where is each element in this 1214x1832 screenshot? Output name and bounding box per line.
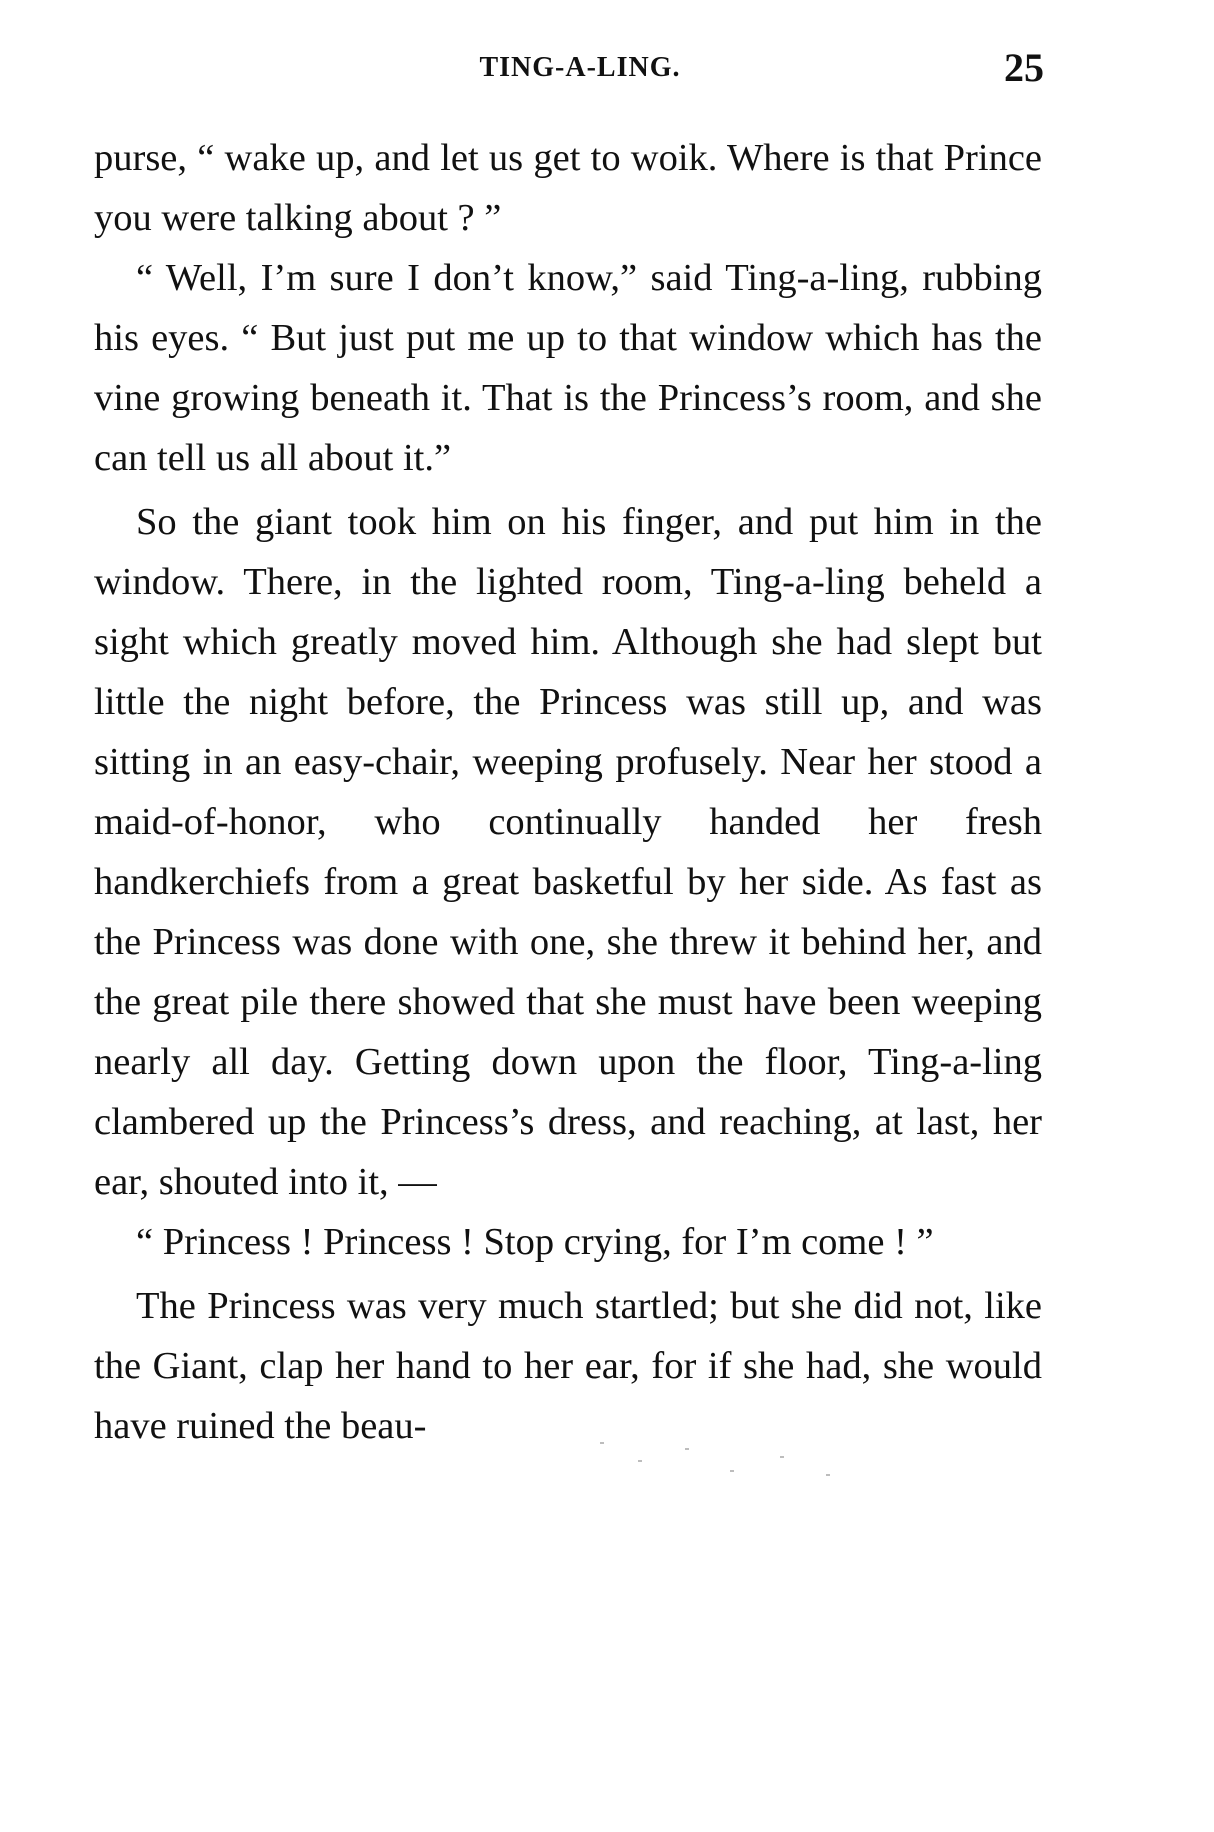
paragraph-3: So the giant took him on his finger, and put him in the window. There, in the lighted room, Ting-a-ling beheld a sight which greatly moved him. Although she had slept but little the night before, the Princess was still up, and was sitting in an easy-chair, weeping profusely. Near her stood a maid-of-honor, who continually handed her fresh handkerchiefs from a great basketful by her side. As fast as the Princess was done with one, she threw it behind her, and the great pile there showed that she must have been weeping nearly all day. Getting down upon the floor, Ting-a-ling clambered up the Princess’s dress, and reaching, at last, her ear, shouted into it, — [94,501,1042,1203]
page-number: 25 [1004,45,1044,90]
body-text [94,128,1042,1456]
paragraph-4: “ Princess ! Princess ! Stop crying, for I’m come ! ” [136,1221,934,1263]
paragraph-1: purse, “ wake up, and let us get to woik. Where is that Prince you were talking about ? ” [94,137,1042,239]
running-head [0,45,1214,92]
paragraph-2: “ Well, I’m sure I don’t know,” said Ting-a-ling, rubbing his eyes. “ But just put me up to that window which has the vine growing beneath it. That is the Princess’s room, and she can tell us all about it.” [94,257,1042,479]
paragraph-5: The Princess was very much startled; but she did not, like the Giant, clap her hand to her ear, for if she had, she would have ruined the beau- [94,1285,1042,1447]
running-title: TING-A-LING. [479,52,681,83]
